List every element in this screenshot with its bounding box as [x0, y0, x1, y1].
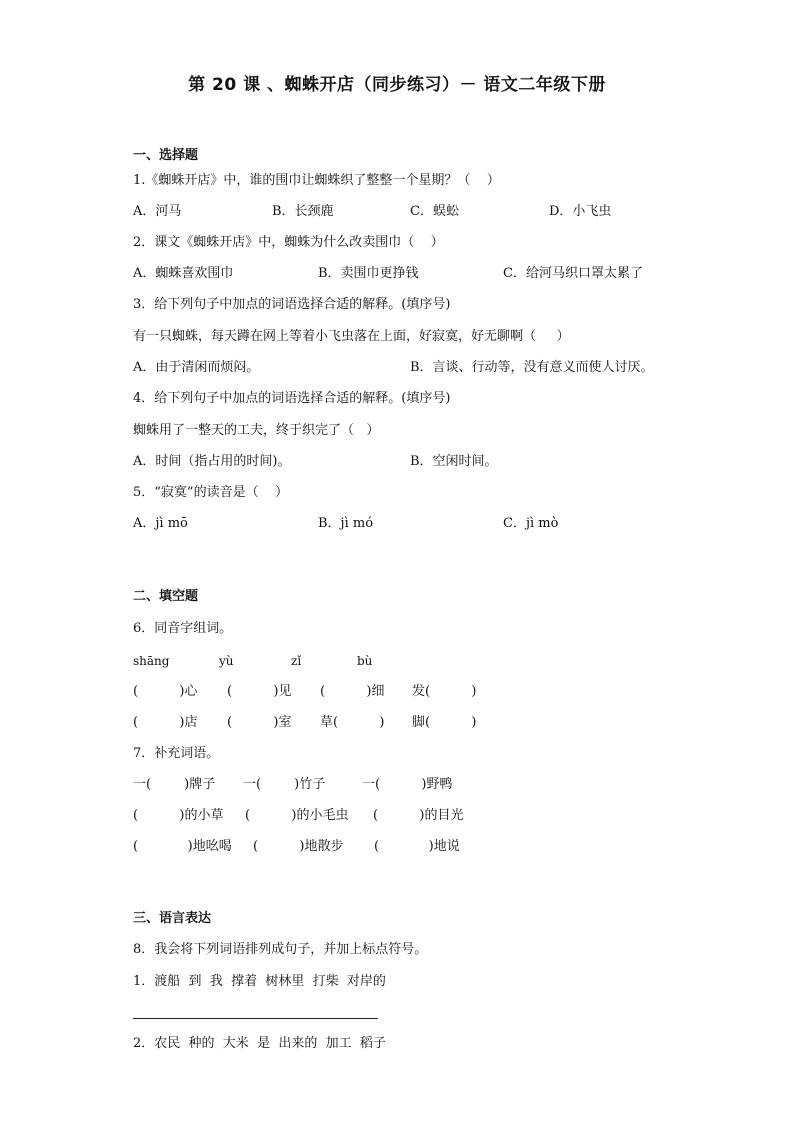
question-4-stem: 4．给下列句子中加点的词语选择合适的解释。(填序号)	[133, 391, 451, 406]
q2-option-b[interactable]: B．卖围巾更挣钱	[318, 266, 419, 281]
q6-blank-8[interactable]: 脚( )	[412, 715, 477, 730]
q7-blank-1[interactable]: 一( )牌子	[133, 777, 216, 792]
page-title: 第 20 课 、蜘蛛开店（同步练习）－ 语文二年级下册	[188, 75, 606, 95]
q6-blank-3[interactable]: ( )细	[320, 684, 385, 699]
question-4-sentence: 蜘蛛用了一整天的工夫，终于织完了（ ）	[133, 423, 380, 438]
question-6-stem: 6．同音字组词。	[133, 621, 233, 636]
q7-blank-5[interactable]: ( )的小毛虫	[245, 808, 349, 823]
q3-option-b[interactable]: B．言谈、行动等，没有意义而使人讨厌。	[410, 360, 654, 375]
answer-line[interactable]	[133, 1018, 378, 1019]
question-2-stem: 2．课文《蜘蛛开店》中，蜘蛛为什么改卖围巾（ ）	[133, 235, 444, 250]
q6-blank-7[interactable]: 草( )	[320, 715, 385, 730]
q3-option-a[interactable]: A．由于清闲而烦闷。	[133, 360, 260, 375]
pinyin-yu: yù	[219, 654, 234, 668]
question-8-item-1: 1．渡船 到 我 撑着 树林里 打柴 对岸的	[133, 974, 386, 989]
question-3-stem: 3．给下列句子中加点的词语选择合适的解释。(填序号)	[133, 297, 451, 312]
q6-blank-1[interactable]: ( )心	[133, 684, 198, 699]
q1-option-a[interactable]: A．河马	[133, 204, 182, 219]
section-heading-fill: 二、填空题	[133, 589, 199, 604]
question-7-stem: 7．补充词语。	[133, 746, 220, 761]
q7-blank-9[interactable]: ( )地说	[374, 839, 460, 854]
q6-blank-5[interactable]: ( )店	[133, 715, 198, 730]
q5-option-a[interactable]: A．jì mō	[133, 516, 188, 531]
q6-blank-6[interactable]: ( )室	[227, 715, 292, 730]
question-5-stem: 5．“寂寞”的读音是（ ）	[133, 485, 289, 500]
q7-blank-3[interactable]: 一( )野鸭	[362, 777, 453, 792]
pinyin-zi: zǐ	[291, 654, 302, 668]
q7-blank-4[interactable]: ( )的小草	[133, 808, 224, 823]
q6-blank-4[interactable]: 发( )	[412, 684, 477, 699]
q1-option-d[interactable]: D．小飞虫	[549, 204, 612, 219]
pinyin-bu: bù	[357, 654, 373, 668]
q5-option-c[interactable]: C．jì mò	[503, 516, 559, 531]
section-heading-choice: 一、选择题	[133, 148, 199, 163]
q4-option-a[interactable]: A．时间（指占用的时间)。	[133, 454, 291, 469]
section-heading-expression: 三、语言表达	[133, 911, 212, 926]
q6-blank-2[interactable]: ( )见	[227, 684, 292, 699]
q1-option-b[interactable]: B．长颈鹿	[272, 204, 334, 219]
question-8-stem: 8．我会将下列词语排列成句子，并加上标点符号。	[133, 942, 428, 957]
q7-blank-7[interactable]: ( )地吆喝	[133, 839, 232, 854]
q2-option-c[interactable]: C．给河马织口罩太累了	[503, 266, 643, 281]
q7-blank-6[interactable]: ( )的目光	[373, 808, 464, 823]
question-1-stem: 1.《蜘蛛开店》中，谁的围巾让蜘蛛织了整整一个星期？（ ）	[133, 173, 500, 188]
q5-option-b[interactable]: B．jì mó	[318, 516, 374, 531]
q7-blank-2[interactable]: 一( )竹子	[243, 777, 326, 792]
question-3-sentence: 有一只蜘蛛，每天蹲在网上等着小飞虫落在上面，好寂寞，好无聊啊（ ）	[133, 329, 570, 344]
q1-option-c[interactable]: C．蜈蚣	[410, 204, 459, 219]
question-8-item-2: 2．农民 种的 大米 是 出来的 加工 稻子	[133, 1036, 386, 1051]
q2-option-a[interactable]: A．蜘蛛喜欢围巾	[133, 266, 234, 281]
q7-blank-8[interactable]: ( )地散步	[253, 839, 344, 854]
q4-option-b[interactable]: B．空闲时间。	[410, 454, 498, 469]
pinyin-shang: shāng	[133, 654, 170, 668]
